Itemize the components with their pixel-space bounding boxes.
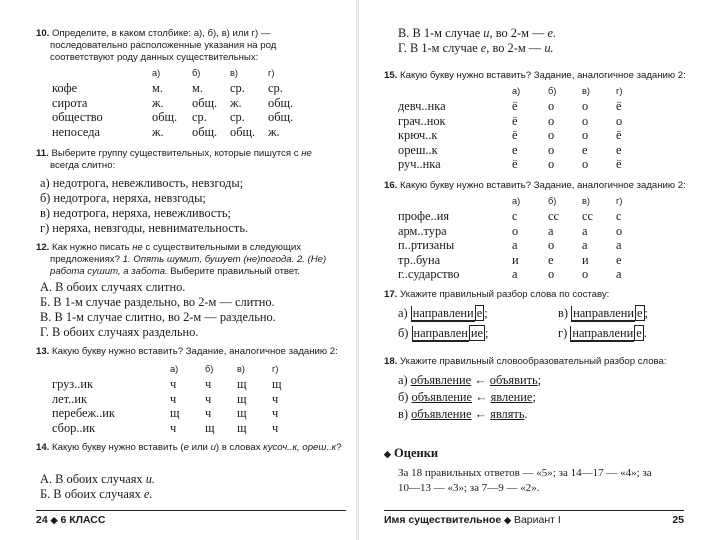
table-row — [398, 114, 646, 129]
question-text: с существительными в следующих предложениях? — [50, 242, 302, 265]
option-text: В. В 1-м случае — [398, 26, 484, 40]
table-cell: о — [548, 99, 555, 113]
source-word: явление — [490, 390, 533, 404]
table-cell: ч — [272, 391, 279, 406]
table-row — [52, 81, 306, 96]
punctuation: ; — [537, 373, 542, 387]
answer-option — [398, 26, 556, 41]
option-label: в) — [398, 407, 408, 421]
word-cell: грач..нок — [398, 113, 446, 128]
table-cell: щ — [237, 391, 247, 406]
question-number: 15. — [384, 70, 398, 81]
table-cell: а — [512, 267, 518, 282]
question-14-options — [40, 472, 155, 502]
table-row — [398, 157, 646, 172]
table-cell: с — [512, 209, 518, 223]
table-cell: а — [616, 267, 622, 282]
table-cell: и — [582, 252, 589, 267]
table-cell: щ — [272, 377, 282, 391]
word-cell: непоседа — [52, 124, 101, 139]
question-11-options — [40, 176, 248, 236]
table-cell: а — [582, 223, 588, 238]
table-cell: о — [548, 142, 555, 157]
word-stem: направлени — [572, 326, 634, 340]
grades-text — [398, 466, 652, 496]
table-cell: щ — [205, 420, 215, 435]
question-12 — [36, 242, 342, 278]
table-row — [398, 143, 646, 158]
table-cell: о — [582, 267, 589, 282]
table-cell: о — [582, 128, 589, 143]
punctuation: ; — [644, 306, 648, 320]
question-text: Определите, в каком столбике: а), б), в) или г) — последовательно расположенные указания на род соответствуют роду данных существительных: — [50, 28, 277, 63]
question-text: Какую букву нужно вставить ( — [52, 442, 184, 453]
derivation-options — [398, 373, 541, 424]
table-cell: о — [548, 157, 555, 172]
col-header: г) — [272, 364, 279, 374]
col-header: а) — [152, 68, 161, 78]
answer-option — [40, 487, 155, 502]
option-label: г) — [558, 326, 568, 340]
table-cell: сс — [548, 209, 559, 223]
table-cell: щ — [170, 406, 180, 421]
table-row — [398, 128, 646, 143]
table-cell: о — [616, 223, 623, 238]
table-row — [52, 392, 304, 407]
col-header: б) — [548, 196, 557, 206]
table-cell: ж. — [230, 95, 242, 110]
table-cell: ср. — [268, 81, 283, 95]
answer-option: А. В обоих случаях слитно. — [40, 280, 186, 294]
arrow-icon: ← — [474, 373, 487, 387]
table-cell: ж. — [152, 95, 164, 110]
question-number: 14. — [36, 442, 50, 453]
option-label: б) — [398, 326, 409, 340]
table-cell: о — [548, 267, 555, 282]
table-cell: ч — [170, 391, 177, 406]
footer-rule — [384, 510, 684, 511]
col-header: г) — [616, 86, 623, 96]
table-cell: е — [512, 142, 518, 157]
question-number: 18. — [384, 356, 398, 367]
word-cell: профе..ия — [398, 209, 450, 223]
answer-option — [398, 41, 556, 56]
word-cell: п..ртизаны — [398, 238, 455, 253]
question-text: Как нужно писать — [52, 242, 133, 253]
question-text: Укажите правильный разбор слова по составу: — [400, 289, 610, 300]
answer-option — [398, 306, 488, 321]
footer-rule — [36, 510, 346, 511]
option-label: а) — [398, 373, 408, 387]
letters-table — [398, 84, 646, 172]
table-row — [398, 224, 646, 239]
answer-option: Б. В 1-м случае раздельно, во 2-м — слитно. — [40, 295, 275, 309]
table-cell: м. — [192, 81, 203, 95]
question-14 — [36, 442, 342, 454]
option-label: в) — [558, 306, 568, 320]
question-18 — [384, 356, 704, 368]
derived-word: объявление — [411, 407, 472, 421]
option-label: а) — [398, 306, 408, 320]
answer-option: г) неряха, невзгоды, невнимательность. — [40, 221, 249, 235]
option-letter: и. — [145, 472, 156, 486]
question-number: 13. — [36, 346, 50, 357]
table-cell: ё — [512, 99, 518, 113]
question-14-options-cont — [398, 26, 556, 56]
right-footer — [384, 514, 684, 526]
question-number: 16. — [384, 180, 398, 191]
option-letter: и — [483, 26, 490, 40]
option-text: Б. В обоих случаях — [40, 487, 144, 501]
table-cell: ср. — [192, 110, 207, 125]
table-cell: общ. — [268, 95, 294, 110]
word-cell: крюч..к — [398, 128, 438, 143]
table-cell: ч — [205, 391, 212, 406]
question-text: е — [183, 442, 189, 453]
table-cell: ср. — [230, 110, 245, 125]
word-cell: сирота — [52, 95, 88, 110]
answer-option: б) недотрога, неряха, невзгоды; — [40, 191, 206, 205]
word-cell: общество — [52, 110, 103, 125]
page-number: 24 — [36, 514, 48, 526]
letters-table — [398, 194, 646, 282]
word-cell: ореш..к — [398, 142, 438, 157]
col-header: в) — [230, 68, 238, 78]
arrow-icon: ← — [475, 390, 488, 404]
table-cell: ё — [616, 128, 622, 143]
punctuation: ; — [484, 326, 489, 340]
answer-option — [398, 407, 541, 424]
table-row — [398, 238, 646, 253]
question-text: Какую букву нужно вставить? Задание, аналогичное заданию 2: — [400, 180, 686, 191]
answer-option — [398, 390, 541, 407]
example-sentences: 1. Опять шумит, бушует (не)погода. 2. (Не) работа сушит, а забота. — [50, 254, 327, 277]
table-cell: о — [512, 223, 519, 238]
grades-line: За 18 правильных ответов — «5»; за 14—17 — «4»; за — [398, 467, 652, 479]
word-cell: груз..ик — [52, 377, 94, 391]
word-stem: направлени — [412, 306, 474, 320]
col-header: б) — [548, 86, 557, 96]
col-header: б) — [205, 364, 214, 374]
arrow-icon: ← — [474, 407, 488, 421]
grades-heading — [384, 446, 438, 461]
table-cell: ч — [170, 420, 177, 435]
table-cell: и — [512, 252, 519, 267]
word-stem: направлен — [413, 326, 468, 340]
table-cell: сс — [582, 209, 593, 223]
table-cell: общ. — [192, 124, 218, 139]
grades-title: Оценки — [394, 446, 439, 460]
table-cell: общ. — [268, 110, 294, 125]
answer-option — [398, 373, 541, 390]
variant-name: Вариант I — [513, 514, 561, 526]
table-cell: а — [582, 238, 588, 253]
source-word: являть — [490, 407, 525, 421]
question-number: 11. — [36, 148, 49, 159]
table-cell: с — [616, 209, 622, 223]
word-ending: е — [476, 306, 483, 320]
left-footer — [36, 514, 105, 526]
table-row — [398, 253, 646, 268]
word-cell: руч..нка — [398, 157, 441, 172]
table-cell: е — [582, 142, 588, 157]
table-cell: ё — [616, 157, 622, 172]
col-header: а) — [512, 86, 521, 96]
table-cell: щ — [237, 377, 247, 391]
table-cell: е — [616, 142, 622, 157]
table-row — [52, 96, 306, 111]
answer-option — [558, 306, 648, 321]
table-cell: о — [548, 128, 555, 143]
table-cell: ч — [272, 406, 279, 421]
table-row — [52, 421, 304, 436]
question-text: Выберите группу существительных, которые пишутся с — [51, 148, 302, 159]
question-text: не — [132, 242, 143, 253]
word-cell: лет..ик — [52, 391, 88, 406]
table-cell: о — [548, 113, 555, 128]
table-cell: о — [582, 113, 589, 128]
table-cell: м. — [152, 81, 163, 95]
table-cell: ё — [512, 157, 518, 172]
table-cell: е — [548, 252, 554, 267]
option-letter: е — [480, 41, 487, 55]
answer-option — [40, 472, 155, 487]
source-word: объявить — [489, 373, 538, 387]
word-ending: ие — [470, 326, 483, 340]
table-row — [52, 110, 306, 125]
gender-table — [52, 66, 306, 139]
derived-word: объявление — [411, 390, 472, 404]
question-text: ) в словах — [215, 442, 264, 453]
diamond-icon: ◆ — [504, 515, 512, 525]
option-text: , во 2-м — — [486, 41, 545, 55]
table-row — [398, 209, 646, 224]
option-text: , во 2-м — — [489, 26, 548, 40]
diamond-icon: ◆ — [50, 515, 58, 525]
table-cell: о — [548, 238, 555, 253]
question-15 — [384, 70, 704, 82]
grades-line: 10—13 — «3»; за 7—9 — «2». — [398, 482, 540, 494]
question-text: Выберите правильный ответ. — [167, 266, 300, 277]
question-text: Какую букву нужно вставить? Задание, аналогичное заданию 2: — [400, 70, 686, 81]
word-ending: е — [636, 326, 642, 340]
table-cell: о — [616, 113, 623, 128]
question-text: и — [210, 442, 216, 453]
table-cell: ч — [170, 377, 177, 391]
answer-option: В. В 1-м случае слитно, во 2-м — раздельно. — [40, 310, 276, 324]
table-cell: ч — [205, 406, 212, 421]
question-text: или — [188, 442, 211, 453]
col-header: а) — [170, 364, 179, 374]
section-name: Имя существительное — [384, 514, 502, 526]
table-cell: ё — [512, 128, 518, 143]
table-cell: е — [616, 252, 622, 267]
question-13 — [36, 346, 342, 358]
option-letter: е. — [143, 487, 153, 501]
question-text: всегда слитно: — [50, 160, 116, 171]
table-cell: о — [582, 99, 589, 113]
question-text: не — [301, 148, 312, 159]
table-cell: ж. — [268, 124, 280, 139]
table-cell: общ. — [152, 110, 178, 125]
word-cell: кофе — [52, 81, 78, 95]
col-header: г) — [616, 196, 623, 206]
table-cell: а — [512, 238, 518, 253]
table-cell: о — [582, 157, 589, 172]
word-cell: сбор..ик — [52, 420, 96, 435]
table-cell: ё — [616, 99, 622, 113]
question-text: Укажите правильный словообразовательный разбор слова: — [400, 356, 667, 367]
question-number: 10. — [36, 28, 50, 39]
table-cell: ж. — [152, 124, 164, 139]
col-header: в) — [237, 364, 245, 374]
option-text: А. В обоих случаях — [40, 472, 146, 486]
word-cell: г..сударство — [398, 267, 460, 282]
section-name: 6 КЛАСС — [60, 514, 106, 526]
table-row — [52, 377, 304, 392]
col-header: а) — [512, 196, 521, 206]
question-12-options — [40, 280, 276, 340]
page-number: 25 — [672, 514, 684, 526]
letters-table — [52, 362, 304, 435]
option-label: б) — [398, 390, 409, 404]
question-16 — [384, 180, 704, 192]
table-cell: ё — [512, 113, 518, 128]
answer-option — [558, 326, 647, 341]
question-text: Какую букву нужно вставить? Задание, аналогичное заданию 2: — [52, 346, 338, 357]
punctuation: . — [524, 407, 528, 421]
table-row — [398, 99, 646, 114]
word-cell: перебеж..ик — [52, 406, 115, 421]
diamond-icon: ◆ — [384, 449, 391, 459]
word-stem: направлени — [573, 306, 635, 320]
punctuation: . — [643, 326, 647, 340]
word-ending: е — [637, 306, 643, 320]
table-cell: общ. — [192, 95, 218, 110]
table-cell: ср. — [230, 81, 245, 95]
punctuation: ; — [484, 306, 488, 320]
word-cell: девч..нка — [398, 99, 446, 113]
question-number: 12. — [36, 242, 50, 253]
col-header: г) — [268, 68, 275, 78]
question-17 — [384, 289, 704, 301]
table-row — [52, 125, 306, 140]
question-text: ? — [336, 442, 342, 453]
table-cell: ч — [272, 420, 279, 435]
answer-option — [398, 326, 488, 341]
answer-option: Г. В обоих случаях раздельно. — [40, 325, 199, 339]
question-number: 17. — [384, 289, 398, 300]
option-letter: и. — [544, 41, 554, 55]
question-10 — [36, 28, 340, 64]
table-row — [52, 406, 304, 421]
question-11 — [36, 148, 342, 172]
answer-option: а) недотрога, невежливость, невзгоды; — [40, 176, 244, 190]
col-header: б) — [192, 68, 201, 78]
table-cell: щ — [237, 420, 247, 435]
word-cell: тр..буна — [398, 252, 441, 267]
morpheme-options — [398, 306, 708, 346]
option-letter: е. — [547, 26, 557, 40]
answer-option: в) недотрога, неряха, невежливость; — [40, 206, 231, 220]
table-cell: щ — [237, 406, 247, 421]
table-cell: а — [616, 238, 622, 253]
question-words: кусоч..к, ореш..к — [263, 442, 337, 453]
option-text: Г. В 1-м случае — [398, 41, 481, 55]
derived-word: объявление — [410, 373, 472, 387]
col-header: в) — [582, 196, 590, 206]
punctuation: ; — [532, 390, 536, 404]
table-cell: а — [548, 223, 554, 238]
table-row — [398, 267, 646, 282]
col-header: в) — [582, 86, 590, 96]
table-cell: общ. — [230, 124, 256, 139]
table-cell: ч — [205, 377, 212, 391]
right-page — [358, 0, 716, 540]
word-cell: арм..тура — [398, 223, 447, 238]
